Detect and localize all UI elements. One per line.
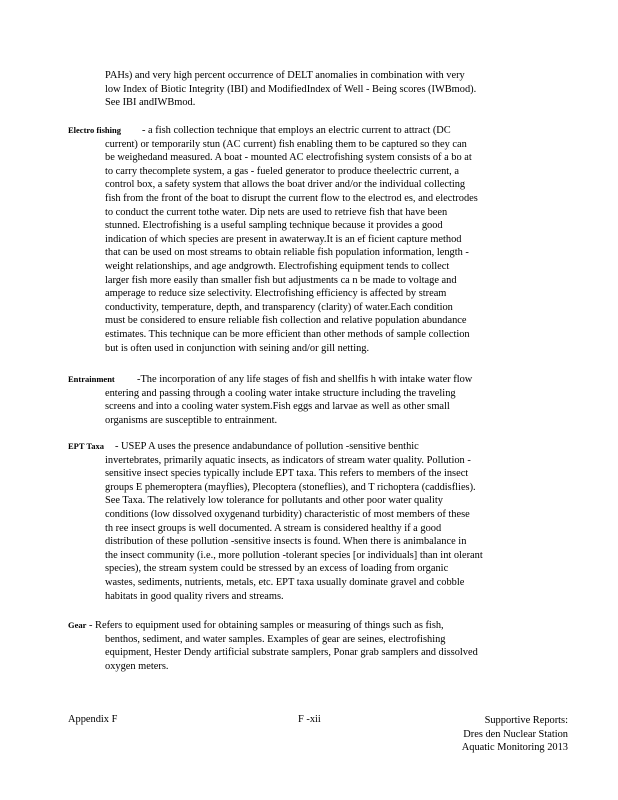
- glossary-term-ept-taxa: EPT Taxa: [68, 441, 104, 451]
- text-line: must be considered to ensure reliable fish collection and relative population abundance: [105, 315, 467, 327]
- text-line: conductivity, temperature, depth, and transparency (clarity) of water.Each condition: [105, 301, 453, 313]
- text-line: equipment, Hester Dendy artificial substrate samplers, Ponar grab samplers and dissolved: [105, 647, 478, 659]
- text-line: that can be used on most streams to obtain reliable fish population information, length -: [105, 247, 469, 259]
- text-line: amperage to reduce size selectivity. Electrofishing efficiency is affected by stream: [105, 288, 447, 300]
- text-line: distribution of these pollution -sensitive insects is found. When there is animbalance in: [105, 536, 467, 548]
- text-line: - USEP A uses the presence andabundance of pollution -sensitive benthic: [115, 441, 419, 452]
- text-line: fish from the front of the boat to disrupt the current flow to the electrod es, and electrodes: [105, 192, 478, 204]
- text-line: species), the stream system could be stressed by an excess of loading from organic: [105, 563, 449, 575]
- text-line: PAHs) and very high percent occurrence of DELT anomalies in combination with very: [105, 70, 465, 81]
- footer-report-title: [462, 714, 568, 755]
- glossary-term-gear: Gear: [68, 620, 87, 630]
- text-line: to conduct the current tothe water. Dip nets are used to retrieve fish that have been: [105, 206, 448, 218]
- text-line: invertebrates, primarily aquatic insects, as indicators of stream water quality. Pollution -: [105, 454, 471, 466]
- glossary-definition-ept-taxa-cont: [105, 454, 483, 604]
- text-line: th ree insect groups is well documented. A stream is considered healthy if a good: [105, 522, 442, 534]
- footer-report-line: Aquatic Monitoring 2013: [461, 742, 568, 754]
- text-line: estimates. This technique can be more efficient than other methods of sample collection: [105, 328, 470, 340]
- glossary-definition-electrofishing-cont: [105, 138, 478, 356]
- text-line: to carry thecomplete system, a gas - fueled generator to produce theelectric current, a: [105, 165, 459, 177]
- glossary-term-electrofishing: Electro fishing: [68, 125, 121, 135]
- text-line: wastes, sediments, nutrients, metals, etc. EPT taxa usually dominate gravel and cobble: [105, 576, 465, 588]
- text-line: -The incorporation of any life stages of fish and shellfis h with intake water flow: [137, 374, 473, 385]
- text-line: stunned. Electrofishing is a useful sampling technique because it provides a good: [105, 220, 443, 232]
- text-line: organisms are susceptible to entrainment.: [105, 414, 278, 426]
- text-line: control box, a safety system that allows the boat driver and/or the individual collecting: [105, 179, 466, 191]
- continuation-paragraph: [105, 69, 476, 110]
- text-line: habitats in good quality rivers and streams.: [105, 590, 284, 602]
- glossary-definition-gear-cont: [105, 633, 478, 674]
- text-line: weight relationships, and age andgrowth. Electrofishing equipment tends to collect: [105, 260, 450, 272]
- text-line: indication of which species are present in awaterway.It is an ef ficient capture method: [105, 233, 462, 245]
- text-line: the insect community (i.e., more pollution -tolerant species [or individuals] than int olerant: [105, 549, 483, 561]
- glossary-term-entrainment: Entrainment: [68, 374, 115, 384]
- glossary-definition-entrainment: [137, 373, 472, 387]
- text-line: See Taxa. The relatively low tolerance for pollutants and other poor water quality: [105, 495, 443, 507]
- glossary-definition-gear: [89, 619, 444, 633]
- text-line: screens and into a cooling water system.Fish eggs and larvae as well as other small: [105, 401, 450, 413]
- footer-report-line: Dres den Nuclear Station: [463, 728, 568, 740]
- footer-page-number: F -xii: [298, 714, 321, 725]
- text-line: low Index of Biotic Integrity (IBI) and ModifiedIndex of Well - Being scores (IWBmod).: [105, 83, 477, 95]
- text-line: - Refers to equipment used for obtaining samples or measuring of things such as fish,: [89, 620, 444, 631]
- text-line: See IBI andIWBmod.: [105, 97, 196, 109]
- text-line: sensitive insect species typically include EPT taxa. This refers to members of the insect: [105, 468, 469, 480]
- text-line: benthos, sediment, and water samples. Examples of gear are seines, electrofishing: [105, 633, 446, 645]
- text-line: conditions (low dissolved oxygenand turbidity) characteristic of most members of these: [105, 508, 470, 520]
- footer-appendix-label: Appendix F: [68, 714, 118, 725]
- glossary-definition-ept-taxa: [115, 440, 419, 454]
- text-line: entering and passing through a cooling water intake structure including the traveling: [105, 387, 456, 399]
- text-line: groups E phemeroptera (mayflies), Plecoptera (stoneflies), and T richoptera (caddisflies).: [105, 481, 476, 493]
- footer-report-line: Supportive Reports:: [484, 715, 568, 726]
- text-line: be weighedand measured. A boat - mounted AC electrofishing system consists of a bo at: [105, 152, 472, 164]
- text-line: oxygen meters.: [105, 660, 169, 672]
- text-line: but is often used in conjunction with seining and/or gill netting.: [105, 342, 370, 354]
- text-line: - a fish collection technique that employs an electric current to attract (DC: [142, 125, 451, 136]
- text-line: larger fish more easily than smaller fish but adjustments ca n be made to voltage and: [105, 274, 457, 286]
- text-line: current) or temporarily stun (AC current) fish enabling them to be captured so they can: [105, 138, 467, 150]
- glossary-definition-entrainment-cont: [105, 387, 456, 428]
- glossary-definition-electrofishing: [142, 124, 451, 138]
